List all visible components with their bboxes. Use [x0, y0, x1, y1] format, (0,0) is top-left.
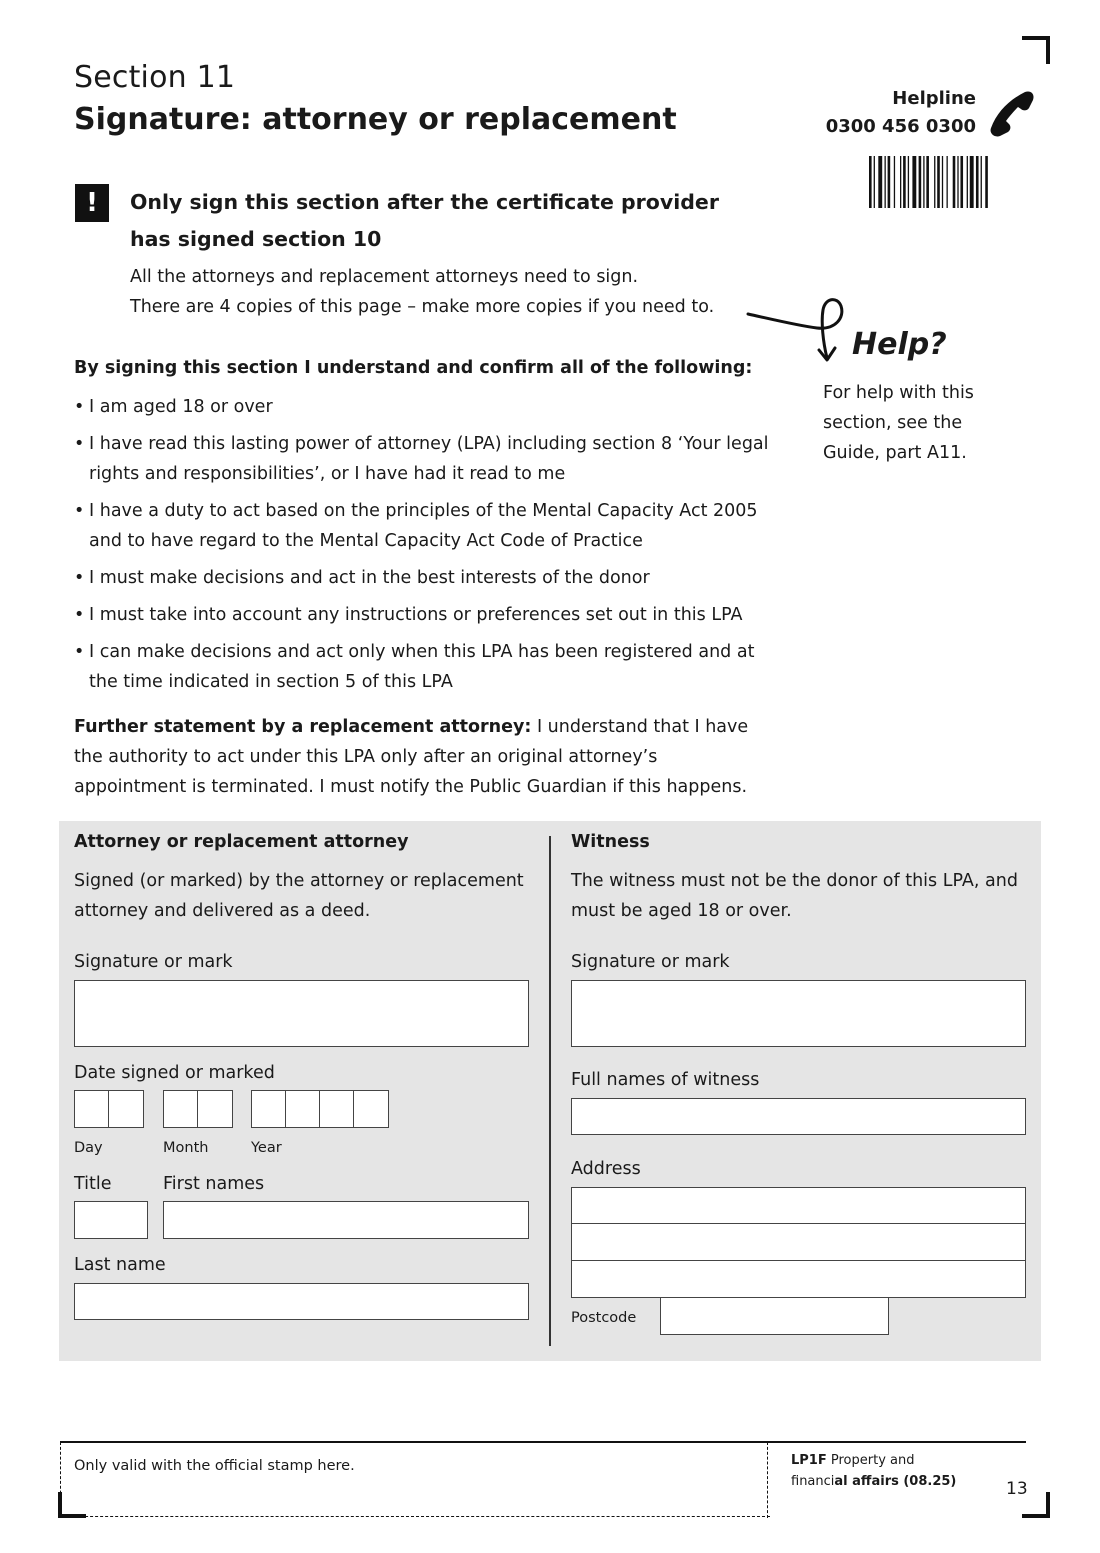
- phone-icon: [985, 88, 1039, 138]
- witness-heading: Witness: [571, 832, 650, 852]
- stamp-right-border: [767, 1442, 768, 1518]
- first-names-label: First names: [163, 1174, 265, 1194]
- stamp-left-border: [60, 1442, 61, 1518]
- help-text: For help with this section, see the Guide, part A11.: [823, 383, 974, 463]
- attorney-signature-field[interactable]: [74, 980, 529, 1047]
- list-item: • I have read this lasting power of attorney (LPA) including section 8 ‘Your legal rights and responsibilities’, or I have had it read to me: [74, 429, 774, 489]
- attorney-description: Signed (or marked) by the attorney or replacement attorney and delivered as a deed.: [74, 871, 524, 921]
- attorney-heading: Attorney or replacement attorney: [74, 832, 409, 852]
- witness-address-line-3[interactable]: [571, 1260, 1026, 1298]
- witness-address-line-2[interactable]: [571, 1223, 1026, 1261]
- witness-description: The witness must not be the donor of this LPA, and must be aged 18 or over.: [571, 871, 1018, 921]
- corner-mark-top-right-v: [1046, 36, 1050, 64]
- form-code-id: LP1F: [791, 1453, 827, 1468]
- corner-mark-bottom-right-h: [1022, 1514, 1050, 1518]
- warning-text: Only sign this section after the certificate provider has signed section 10: [130, 190, 719, 251]
- exclamation-icon: !: [75, 184, 109, 222]
- attorney-signature-label: Signature or mark: [74, 952, 233, 972]
- help-arrow-icon: [745, 292, 855, 372]
- year-label: Year: [251, 1140, 282, 1156]
- list-item: • I must take into account any instructions or preferences set out in this LPA: [74, 600, 774, 630]
- witness-signature-field[interactable]: [571, 980, 1026, 1047]
- helpline-label: Helpline: [892, 88, 976, 109]
- month-field[interactable]: [163, 1090, 233, 1128]
- date-label: Date signed or marked: [74, 1063, 275, 1083]
- barcode: [869, 156, 1025, 208]
- form-code: [791, 1450, 981, 1492]
- year-field[interactable]: [251, 1090, 389, 1128]
- postcode-field[interactable]: [660, 1297, 889, 1335]
- intro-line-2: There are 4 copies of this page – make more copies if you need to.: [130, 297, 715, 317]
- confirm-heading: By signing this section I understand and confirm all of the following:: [74, 358, 753, 378]
- witness-full-names-label: Full names of witness: [571, 1070, 760, 1090]
- last-name-label: Last name: [74, 1255, 166, 1275]
- day-field[interactable]: [74, 1090, 144, 1128]
- further-statement: [74, 712, 774, 802]
- month-label: Month: [163, 1140, 209, 1156]
- list-item: • I must make decisions and act in the best interests of the donor: [74, 563, 774, 593]
- stamp-text: Only valid with the official stamp here.: [74, 1458, 355, 1474]
- form-code-desc-2a: financi: [791, 1474, 835, 1489]
- postcode-label: Postcode: [571, 1310, 637, 1326]
- intro-text: [130, 262, 750, 322]
- footer-rule: [768, 1441, 1026, 1443]
- further-statement-label: Further statement by a replacement attorney:: [74, 717, 532, 737]
- helpline-number: 0300 456 0300: [825, 116, 976, 137]
- witness-address-line-1[interactable]: [571, 1187, 1026, 1224]
- panel-divider: [549, 836, 551, 1346]
- page-title: Signature: attorney or replacement: [74, 102, 677, 137]
- list-item: • I can make decisions and act only when this LPA has been registered and at the time indicated in section 5 of this LPA: [74, 637, 774, 697]
- further-statement-text: I understand that I have the authority to act under this LPA only after an original attorney’s appointment is terminated. I must notify the Public Guardian if this happens.: [74, 717, 749, 797]
- page-number: 13: [1006, 1479, 1028, 1499]
- list-item: • I am aged 18 or over: [74, 392, 774, 422]
- title-label: Title: [74, 1174, 112, 1194]
- first-names-field[interactable]: [163, 1201, 529, 1239]
- help-title: Help?: [852, 327, 947, 362]
- title-field[interactable]: [74, 1201, 148, 1239]
- witness-address-label: Address: [571, 1159, 641, 1179]
- section-number: Section 11: [74, 60, 236, 95]
- form-code-desc: Property and: [826, 1453, 915, 1468]
- last-name-field[interactable]: [74, 1283, 529, 1320]
- stamp-top-border: [60, 1441, 768, 1443]
- confirm-list: [74, 392, 774, 704]
- list-item: • I have a duty to act based on the principles of the Mental Capacity Act 2005 and to have regard to the Mental Capacity Act Code of Practice: [74, 496, 774, 556]
- stamp-bottom-border: [60, 1516, 770, 1517]
- witness-full-names-field[interactable]: [571, 1098, 1026, 1135]
- witness-signature-label: Signature or mark: [571, 952, 730, 972]
- day-label: Day: [74, 1140, 103, 1156]
- form-code-desc-2b: al affairs (08.25): [834, 1474, 957, 1489]
- intro-line-1: All the attorneys and replacement attorneys need to sign.: [130, 267, 639, 287]
